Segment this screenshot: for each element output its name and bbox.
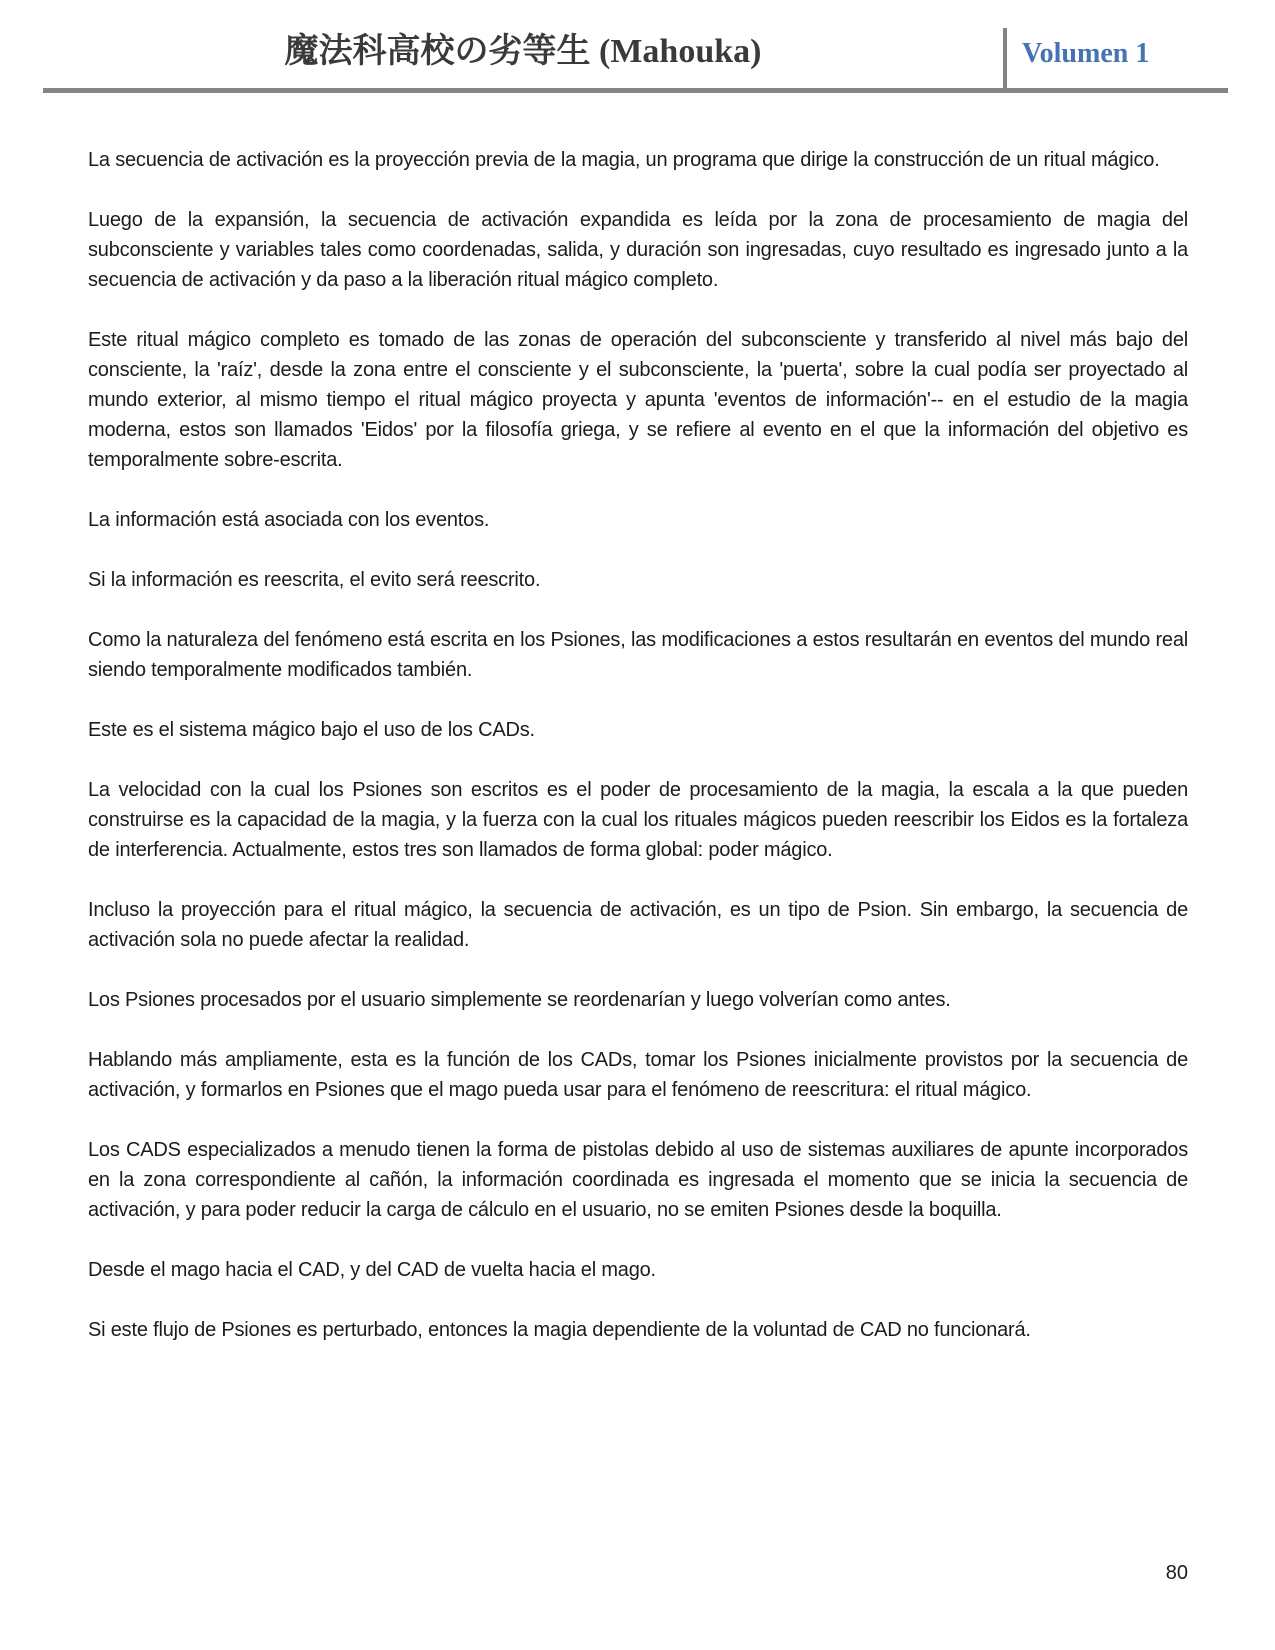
paragraph: Los CADS especializados a menudo tienen la forma de pistolas debido al uso de sistemas auxiliares de apunte incorporados en la zona correspondiente al cañón, la información coordinada es ingresada el momento que se inicia la secuencia de activación, y para poder reducir la carga de cálculo en el usuario, no se emiten Psiones desde la boquilla. [88,1139,1188,1221]
page-header [0,0,1275,95]
header-divider [1003,28,1007,88]
paragraph: Como la naturaleza del fenómeno está escrita en los Psiones, las modificaciones a estos resultarán en eventos del mundo real siendo temporalmente modificados también. [88,629,1188,681]
paragraph: Luego de la expansión, la secuencia de activación expandida es leída por la zona de procesamiento de magia del subconsciente y variables tales como coordenadas, salida, y duración son ingresadas, cuyo resultado es ingresado junto a la secuencia de activación y da paso a la liberación ritual mágico completo. [88,209,1188,291]
paragraph: Si este flujo de Psiones es perturbado, entonces la magia dependiente de la voluntad de CAD no funcionará. [88,1319,1031,1341]
body-text [88,145,1188,1375]
paragraph: Este es el sistema mágico bajo el uso de los CADs. [88,719,535,741]
paragraph: La secuencia de activación es la proyección previa de la magia, un programa que dirige la construcción de un ritual mágico. [88,149,1160,171]
volume-label: Volumen 1 [1022,38,1150,69]
paragraph: La información está asociada con los eventos. [88,509,490,531]
paragraph: Este ritual mágico completo es tomado de las zonas de operación del subconsciente y transferido al nivel más bajo del consciente, la 'raíz', desde la zona entre el consciente y el subconsciente, la 'puerta', sobre la cual podía ser proyectado al mundo exterior, al mismo tiempo el ritual mágico proyecta y apunta 'eventos de información'-- en el estudio de la magia moderna, estos son llamados 'Eidos' por la filosofía griega, y se refiere al evento en el que la información del objetivo es temporalmente sobre-escrita. [88,329,1188,471]
book-title: 魔法科高校の劣等生 (Mahouka) [284,33,762,70]
paragraph: Hablando más ampliamente, esta es la función de los CADs, tomar los Psiones inicialmente provistos por la secuencia de activación, y formarlos en Psiones que el mago pueda usar para el fenómeno de reescritura: el ritual mágico. [88,1049,1188,1101]
paragraph: Los Psiones procesados por el usuario simplemente se reordenarían y luego volverían como antes. [88,989,951,1011]
paragraph: Desde el mago hacia el CAD, y del CAD de vuelta hacia el mago. [88,1259,656,1281]
page-number: 80 [1165,1562,1188,1584]
header-rule [43,88,1228,93]
paragraph: La velocidad con la cual los Psiones son escritos es el poder de procesamiento de la magia, la escala a la que pueden construirse es la capacidad de la magia, y la fuerza con la cual los rituales mágicos pueden reescribir los Eidos es la fortaleza de interferencia. Actualmente, estos tres son llamados de forma global: poder mágico. [88,779,1188,861]
paragraph: Si la información es reescrita, el evito será reescrito. [88,569,541,591]
paragraph: Incluso la proyección para el ritual mágico, la secuencia de activación, es un tipo de Psion. Sin embargo, la secuencia de activación sola no puede afectar la realidad. [88,899,1188,951]
